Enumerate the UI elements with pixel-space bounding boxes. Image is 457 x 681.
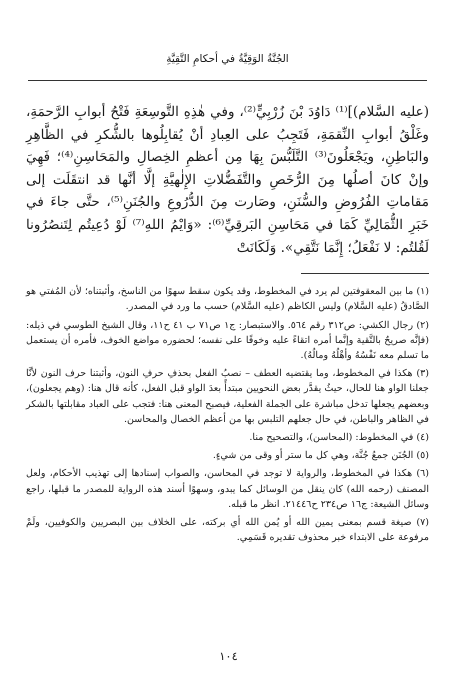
main-text bbox=[26, 101, 429, 259]
running-title: الجُنَّةُ الوَقِيَّةُ في أحكامِ التَّقِيَّةِ bbox=[166, 53, 289, 65]
footnote-1: (١) ما بين المعقوفتين لم يرد في المخطوط، وقد يكون سقط سهوًا من الناسخ، وأثبتناه؛ لأن المُفتي هو الصَّادقُ (عليه السَّلام) وليس الكاظم (عليه السَّلام) حسب ما ورد في المصدر. bbox=[26, 286, 429, 313]
footnotes bbox=[26, 284, 429, 545]
footnote-separator bbox=[301, 273, 429, 274]
footnote-7: (٧) صيغة قسم بمعنى يمين الله أو يُمن الله أي بركته، على الخلاف بين البصريين والكوفيين، ولَمْ مرفوعة على الابتداء خبر محذوف تقديره قَسَمِي. bbox=[26, 517, 429, 544]
footnote-3: (٣) هكذا في المخطوط، وما يقتضيه العطف – نصبُ الفعل بحذفِ حرفِ النون، وأثبتنا حرف النون لأنَّا جعلنا الواو هنا للحال، حيثُ يقدَّر بعض النحويين مبتدأً بعدَ الواو قبل الفعل، كأنه قال هنا: (وهم يجعلون)، وبعضهم يجعلها تدخل مباشرة على الجملة الفعلية، فيصبح المعنى هنا: فتجب على العباد مقابلتها بالشكر في الظاهر والباطن، في حال جعلهم التلبس بها من أعظم الخصال والمحاسن. bbox=[26, 368, 429, 425]
footnote-6: (٦) هكذا في المخطوط، والرواية لا توجد في المحاسن، والصواب إسنادها إلى تهذيب الأحكام، ولعل المصنف (رحمه الله) كان ينقل من الوسائل كما يبدو، وسهوًا أسند هذه الرواية للمصدر ما قبلها، راجع وسائل الشيعة: ج١٦ ص٢٣٤ ح٢١٤٤٦. انظر ما قبله. bbox=[26, 468, 429, 510]
header-rule bbox=[28, 80, 427, 81]
page-number: ١٠٤ bbox=[219, 649, 238, 663]
footnote-5: (٥) الجُنَن جمعُ جُنَّة، وهي كل ما ستر أو وقى من شيءٍ. bbox=[212, 450, 429, 462]
footnote-2: (٢) رجال الكشي: ص٣١٢ رقم ٥٦٤. والاستبصار: ج١ ص٧١ ب ٤١ ح١١، وقال الشيخ الطوسي في ذيله: (فإنَّه صريحٌ بالتَّقية وإنَّما أمره اتقاءً عليه وخوفًا على نفسه؛ لحضوره مواضع الخوف، فأمره أن يستعمل ما تسلم معه نَفْسُهُ وأهْلُهُ ومالُهُ). bbox=[26, 319, 430, 361]
main-paragraph: (عليه السَّلام)]⁽¹⁾ دَاوُدَ بْنَ زُرْبِيٍّ⁽²⁾، وفي هٰذِهِ التَّوسِعَةِ فَتْحُ أبوابِ الرَّحمَةِ، وغَلْقُ أبوابِ النِّقمَةِ، فَتَجِبُ على العِبادِ أنْ يُقابِلُوها بالشُّكرِ في الظَّاهِرِ والبَاطِنِ، ويَجْعَلُونَ⁽³⁾ التَّلَبُّسَ بِهَا مِن أعظمِ الخِصالِ والمَحَاسِنِ⁽⁴⁾؛ فَهِيَ وإنْ كانَ أصلُها مِنَ الرُّخَصِ والتَّفَضُّلاتِ الإِلٰهيَّةِ إلَّا أنَّها قد انتقَلَت إلى مَقاماتِ الفُرُوضِ والسُّنَنِ، وصَارت مِنَ الدُّرُوعِ والجُنَنِ⁽⁵⁾، حتَّى جاءَ في خَبَرِ الثُّمَالِيِّ كَمَا في مَحَاسِنِ البَرقِيِّ⁽⁶⁾: «وَايْمُ اللهِ⁽⁷⁾ لَوْ دُعِيتُم لِتَنصُرُونا لَقُلتُم: لا نَفْعَلُ؛ إِنَّمَا نَتَّقِي». وَلَكَانَتْ bbox=[26, 104, 430, 256]
footnote-4: (٤) في المخطوط: (المحاسن)، والتصحيح منا. bbox=[249, 431, 429, 443]
